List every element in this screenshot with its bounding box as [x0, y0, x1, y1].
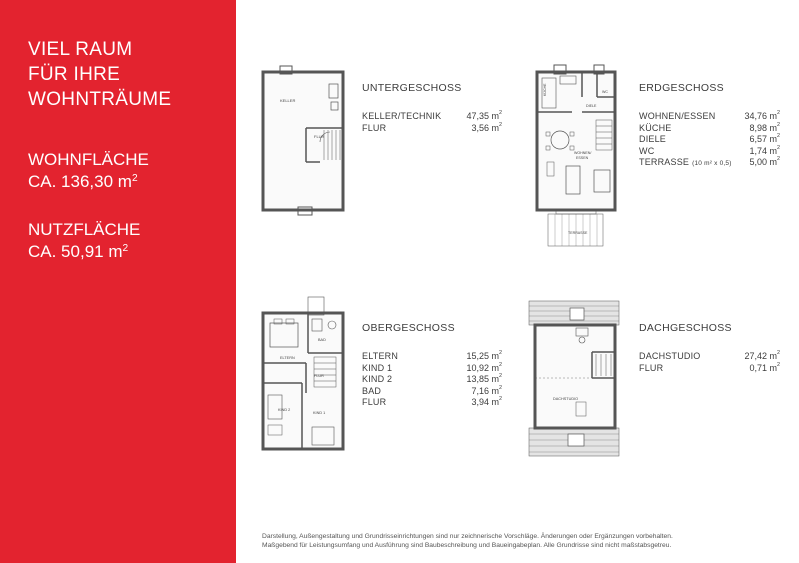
unit-exponent: 2: [777, 121, 780, 128]
room-row: [639, 351, 780, 363]
wohnflaeche-block: [28, 149, 149, 193]
room-name: KELLER/TECHNIK: [362, 111, 442, 121]
room-row: [362, 374, 502, 386]
room-area-number: 6,57 m: [749, 134, 777, 144]
room-area-number: 5,00 m: [749, 157, 777, 167]
room-row: [639, 363, 780, 375]
room-area-number: 1,74 m: [749, 145, 777, 156]
room-area-number: 47,35 m: [466, 111, 499, 121]
room-name: ELTERN: [362, 351, 399, 361]
unit-exponent: 2: [499, 110, 502, 116]
headline-line-3: WOHNTRÄUME: [28, 89, 172, 110]
unit-exponent: 2: [499, 373, 502, 379]
floorplan-obergeschoss: [258, 293, 348, 458]
room-name: KIND 2: [362, 374, 393, 384]
wohnflaeche-label: WOHNFLÄCHE: [28, 150, 149, 169]
room-name: [639, 157, 732, 170]
unit-exponent: 2: [499, 384, 502, 391]
room-row: [362, 386, 502, 398]
room-area-number: 3,94 m: [471, 397, 499, 407]
room-row: [639, 157, 780, 170]
room-name: DACHSTUDIO: [639, 351, 701, 361]
floorplan-erdgeschoss: [532, 62, 622, 248]
unit-exponent: 2: [777, 133, 780, 139]
room-name: WOHNEN/ESSEN: [639, 111, 716, 121]
nutzflaeche-block: [28, 219, 140, 263]
plan-label-kueche: KÜCHE: [543, 83, 547, 96]
room-area-number: 10,92 m: [466, 362, 499, 373]
room-name: FLUR: [639, 362, 664, 373]
unit-exponent: 2: [777, 144, 780, 151]
footer-disclaimer: [262, 532, 792, 550]
footer-line-1: Darstellung, Außengestaltung und Grundrisseinrichtungen sind nur zeichnerische Vorschläge. Änderungen oder Ergänzungen vorbehalten.: [262, 533, 673, 540]
plan-label-keller: KELLER: [280, 98, 296, 103]
wohnflaeche-value: [28, 171, 149, 193]
room-row: [362, 351, 502, 363]
section-title: OBERGESCHOSS: [362, 322, 455, 334]
room-name-text: TERRASSE: [639, 157, 690, 167]
unit-exponent: 2: [777, 361, 780, 368]
unit-exponent: 2: [499, 396, 502, 402]
plan-label-dachstudio: DACHSTUDIO: [553, 397, 579, 401]
floorplan-dachgeschoss: [526, 298, 622, 460]
unit-exponent: 2: [499, 121, 502, 128]
room-row: [362, 397, 502, 409]
floorplan-untergeschoss: [258, 62, 348, 220]
room-area: [466, 111, 502, 123]
room-area-number: 15,25 m: [466, 351, 499, 361]
section-erdgeschoss: [639, 82, 780, 170]
room-area: [466, 351, 502, 363]
section-obergeschoss: [362, 322, 502, 409]
plan-label-diele: DIELE: [586, 104, 597, 108]
unit-exponent: 2: [499, 350, 502, 356]
room-name: DIELE: [639, 134, 667, 144]
room-row: [362, 363, 502, 375]
room-note: (10 m² x 0,5): [692, 160, 732, 167]
room-area: [744, 111, 780, 123]
room-area-number: 3,56 m: [471, 122, 499, 133]
section-title: UNTERGESCHOSS: [362, 82, 462, 94]
unit-exponent: 2: [131, 173, 138, 184]
room-row: [362, 123, 502, 135]
headline-line-2: FÜR IHRE: [28, 64, 121, 85]
unit-exponent: 2: [499, 361, 502, 368]
room-area: [471, 123, 502, 135]
plan-label-flur: FLUR: [314, 134, 325, 139]
room-area: [466, 374, 502, 386]
headline: [28, 37, 171, 112]
room-area: [749, 134, 780, 146]
unit-exponent: 2: [122, 243, 129, 254]
room-row: [639, 123, 780, 135]
wohnflaeche-number: CA. 136,30 m: [28, 172, 132, 191]
section-title: DACHGESCHOSS: [639, 322, 732, 334]
room-row: [639, 111, 780, 123]
room-row: [362, 111, 502, 123]
room-row: [639, 146, 780, 158]
plan-label-flur: FLUR: [314, 374, 324, 378]
plan-label-wc: WC: [602, 90, 608, 94]
room-area: [749, 123, 780, 135]
plan-label-essen: ESSEN: [576, 156, 589, 160]
room-area-number: 13,85 m: [466, 374, 499, 384]
unit-exponent: 2: [777, 110, 780, 116]
footer-line-2: Maßgebend für Leistungsumfang und Ausführung sind Baubeschreibung und Baueingabeplan. Alle Grundrisse sind nicht maßstabsgetreu.: [262, 542, 672, 549]
room-area: [471, 397, 502, 409]
room-area: [749, 363, 780, 375]
plan-label-wohnen: WOHNEN/: [574, 151, 592, 155]
section-title: ERDGESCHOSS: [639, 82, 724, 94]
room-area-number: 8,98 m: [749, 122, 777, 133]
room-name: KÜCHE: [639, 122, 672, 133]
sidebar: [0, 0, 236, 563]
room-name: WC: [639, 145, 655, 156]
plan-label-eltern: ELTERN: [280, 356, 295, 360]
room-area: [749, 157, 780, 170]
section-dachgeschoss: [639, 322, 780, 374]
room-area-number: 27,42 m: [744, 351, 777, 361]
unit-exponent: 2: [777, 156, 780, 162]
room-area: [471, 386, 502, 398]
headline-line-1: VIEL RAUM: [28, 39, 133, 60]
room-area-number: 0,71 m: [749, 362, 777, 373]
plan-label-kind1: KIND 1: [313, 411, 326, 415]
plan-label-terrasse: TERRASSE: [568, 231, 588, 235]
room-area-number: 34,76 m: [744, 111, 777, 121]
nutzflaeche-value: [28, 241, 140, 263]
room-name: BAD: [362, 385, 382, 396]
section-untergeschoss: [362, 82, 502, 134]
nutzflaeche-number: CA. 50,91 m: [28, 242, 123, 261]
room-name: FLUR: [362, 397, 387, 407]
unit-exponent: 2: [777, 350, 780, 356]
plan-label-kind2: KIND 2: [278, 408, 291, 412]
room-area-number: 7,16 m: [471, 385, 499, 396]
room-name: KIND 1: [362, 362, 393, 373]
room-area: [744, 351, 780, 363]
nutzflaeche-label: NUTZFLÄCHE: [28, 220, 141, 239]
room-area: [466, 363, 502, 375]
room-name: FLUR: [362, 122, 387, 133]
room-area: [749, 146, 780, 158]
plan-label-bad: BAD: [318, 338, 326, 342]
room-row: [639, 134, 780, 146]
